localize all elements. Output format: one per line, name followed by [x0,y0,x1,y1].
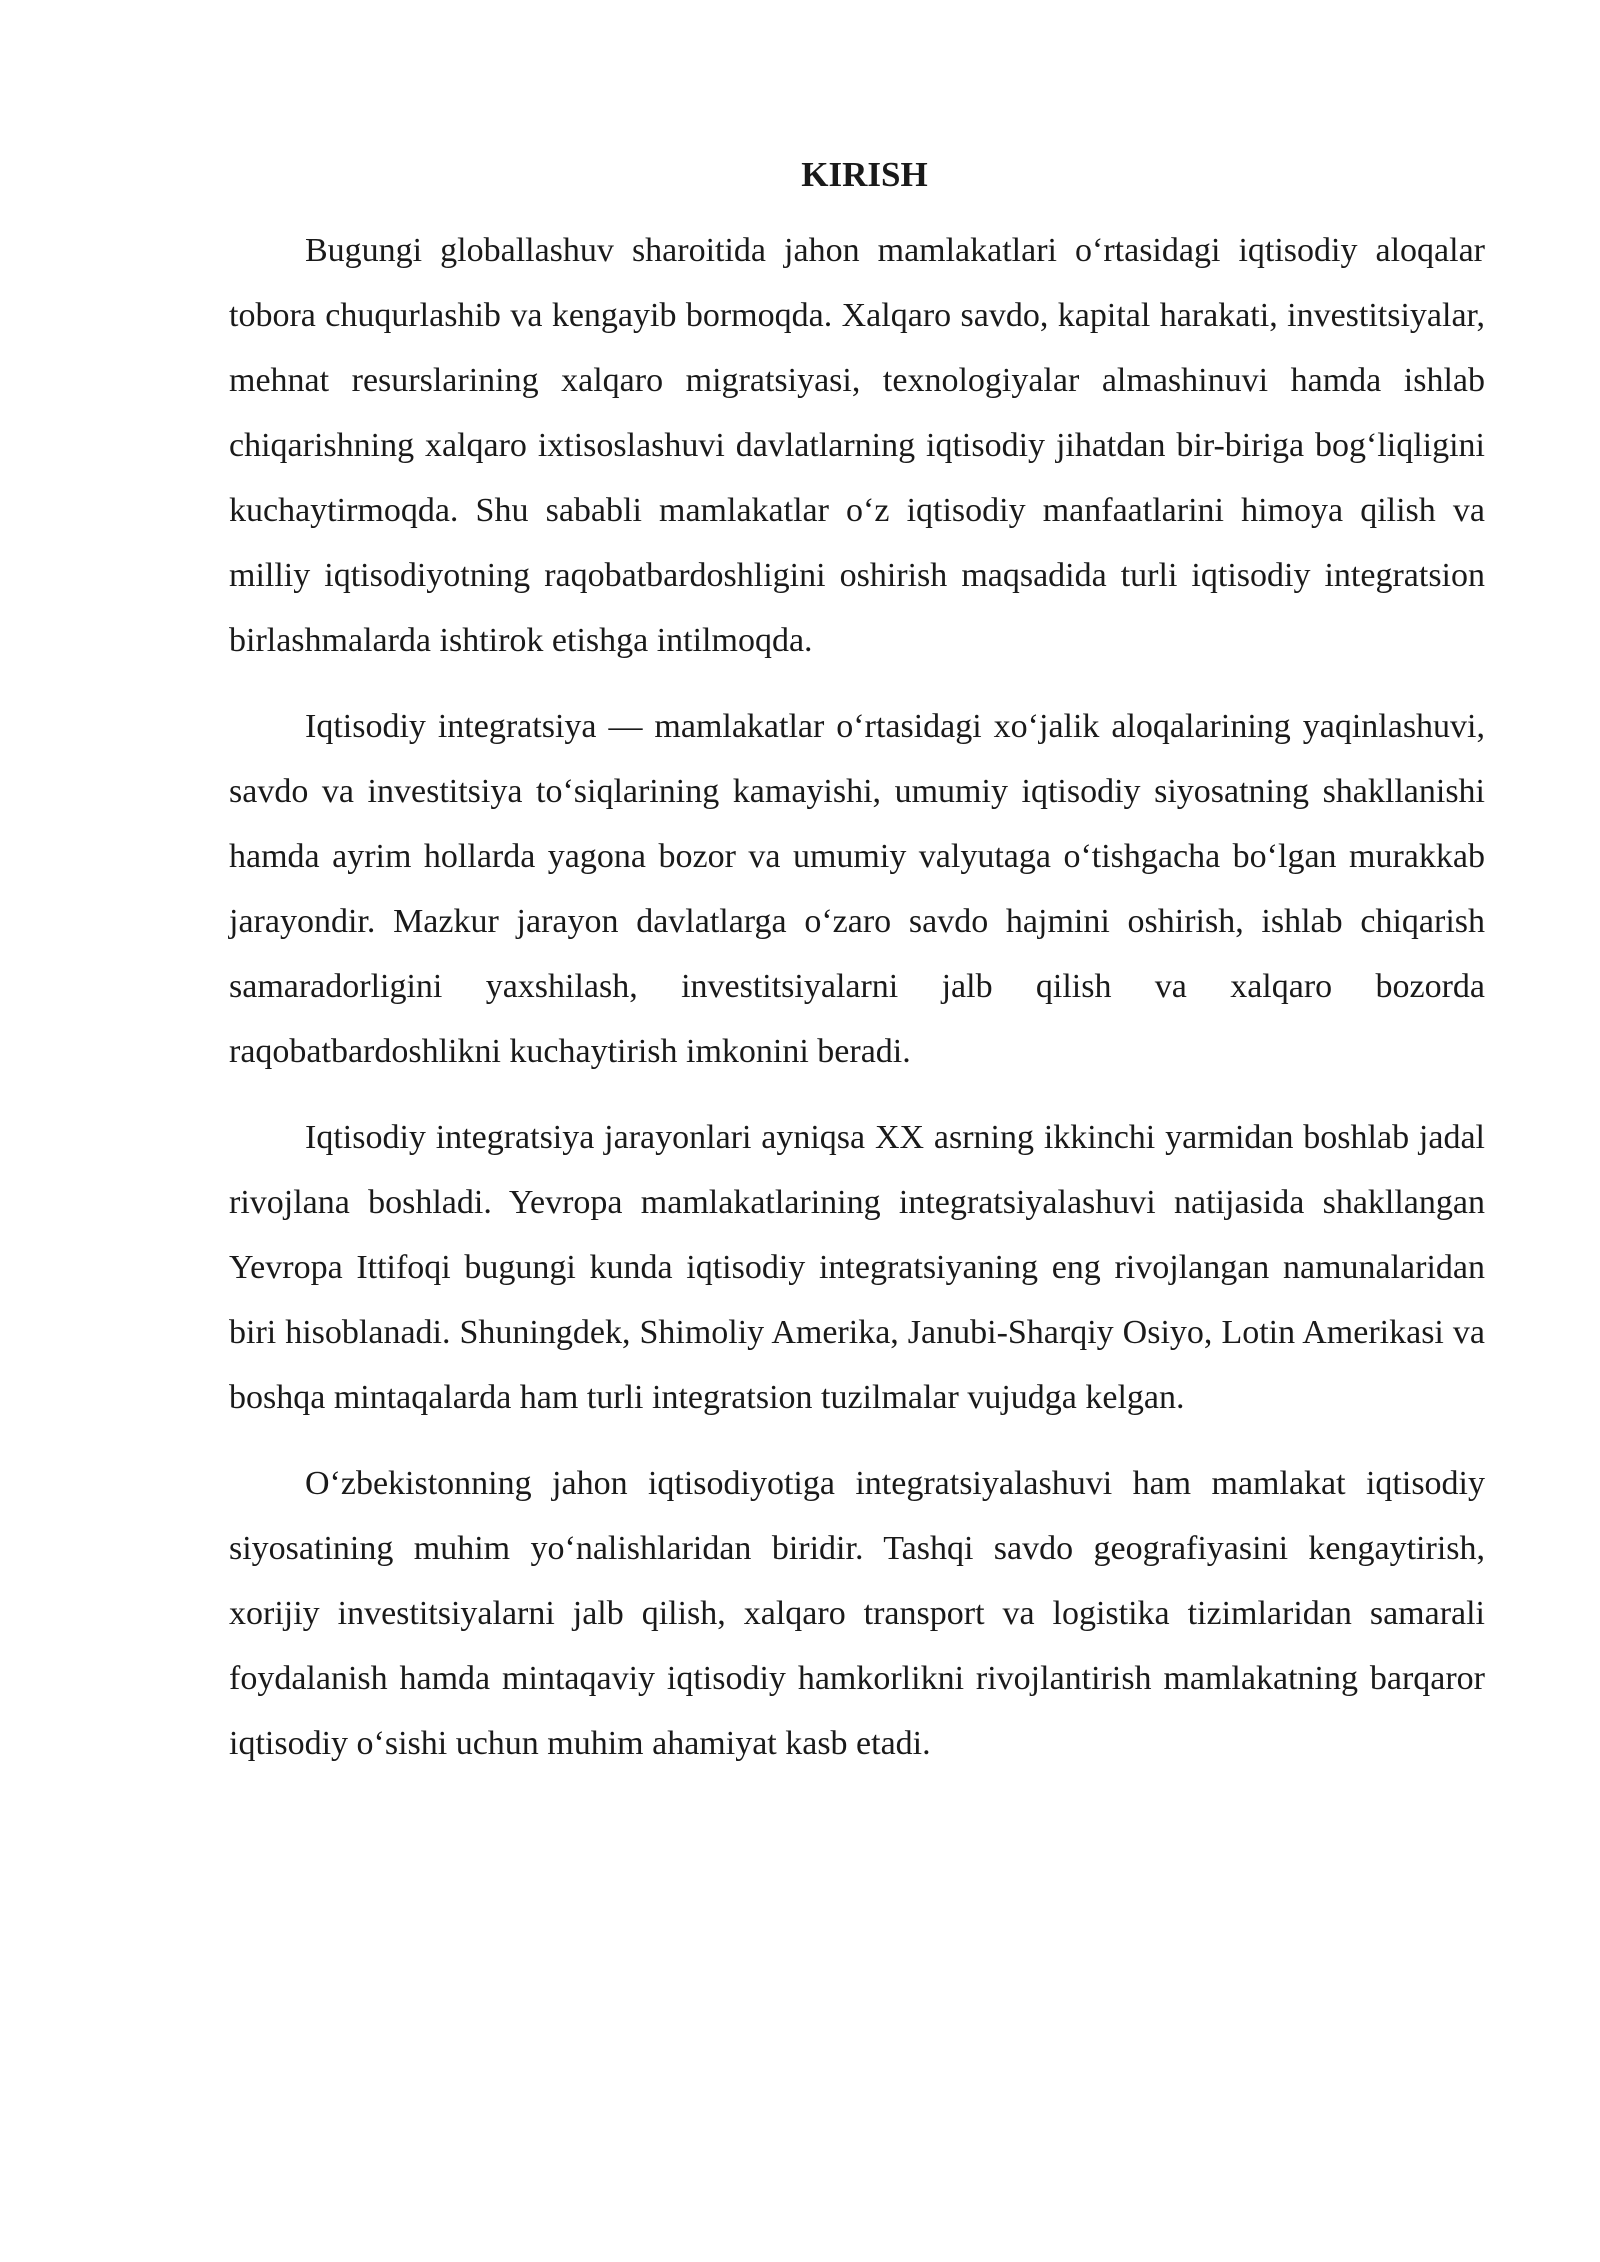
paragraph-3: Iqtisodiy integratsiya jarayonlari ayniqsa XX asrning ikkinchi yarmidan boshlab jadal rivojlana boshladi. Yevropa mamlakatlarining integratsiyalashuvi natijasida shakllangan Yevropa Ittifoqi bugungi kunda iqtisodiy integratsiyaning eng rivojlangan namunalaridan biri hisoblanadi. Shuningdek, Shimoliy Amerika, Janubi-Sharqiy Osiyo, Lotin Amerikasi va boshqa mintaqalarda ham turli integratsion tuzilmalar vujudga kelgan. [229,1119,1485,1416]
paragraph-2: Iqtisodiy integratsiya — mamlakatlar o‘rtasidagi xo‘jalik aloqalarining yaqinlashuvi, savdo va investitsiya to‘siqlarining kamayishi, umumiy iqtisodiy siyosatning shakllanishi hamda ayrim hollarda yagona bozor va umumiy valyutaga o‘tishgacha bo‘lgan murakkab jarayondir. Mazkur jarayon davlatlarga o‘zaro savdo hajmini oshirish, ishlab chiqarish samaradorligini yaxshilash, investitsiyalarni jalb qilish va xalqaro bozorda raqobatbardoshlikni kuchaytirish imkonini beradi. [229,708,1485,1070]
page-title: KIRISH [801,155,928,194]
paragraph-1: Bugungi globallashuv sharoitida jahon mamlakatlari o‘rtasidagi iqtisodiy aloqalar tobora chuqurlashib va kengayib bormoqda. Xalqaro savdo, kapital harakati, investitsiyalar, mehnat resurslarining xalqaro migratsiyasi, texnologiyalar almashinuvi hamda ishlab chiqarishning xalqaro ixtisoslashuvi davlatlarning iqtisodiy jihatdan bir-biriga bog‘liqligini kuchaytirmoqda. Shu sababli mamlakatlar o‘z iqtisodiy manfaatlarini himoya qilish va milliy iqtisodiyotning raqobatbardoshligini oshirish maqsadida turli iqtisodiy integratsion birlashmalarda ishtirok etishga intilmoqda. [229,232,1485,659]
paragraph-4: O‘zbekistonning jahon iqtisodiyotiga integratsiyalashuvi ham mamlakat iqtisodiy siyosatining muhim yo‘nalishlaridan biridir. Tashqi savdo geografiyasini kengaytirish, xorijiy investitsiyalarni jalb qilish, xalqaro transport va logistika tizimlaridan samarali foydalanish hamda mintaqaviy iqtisodiy hamkorlikni rivojlantirish mamlakatning barqaror iqtisodiy o‘sishi uchun muhim ahamiyat kasb etadi. [229,1465,1485,1762]
